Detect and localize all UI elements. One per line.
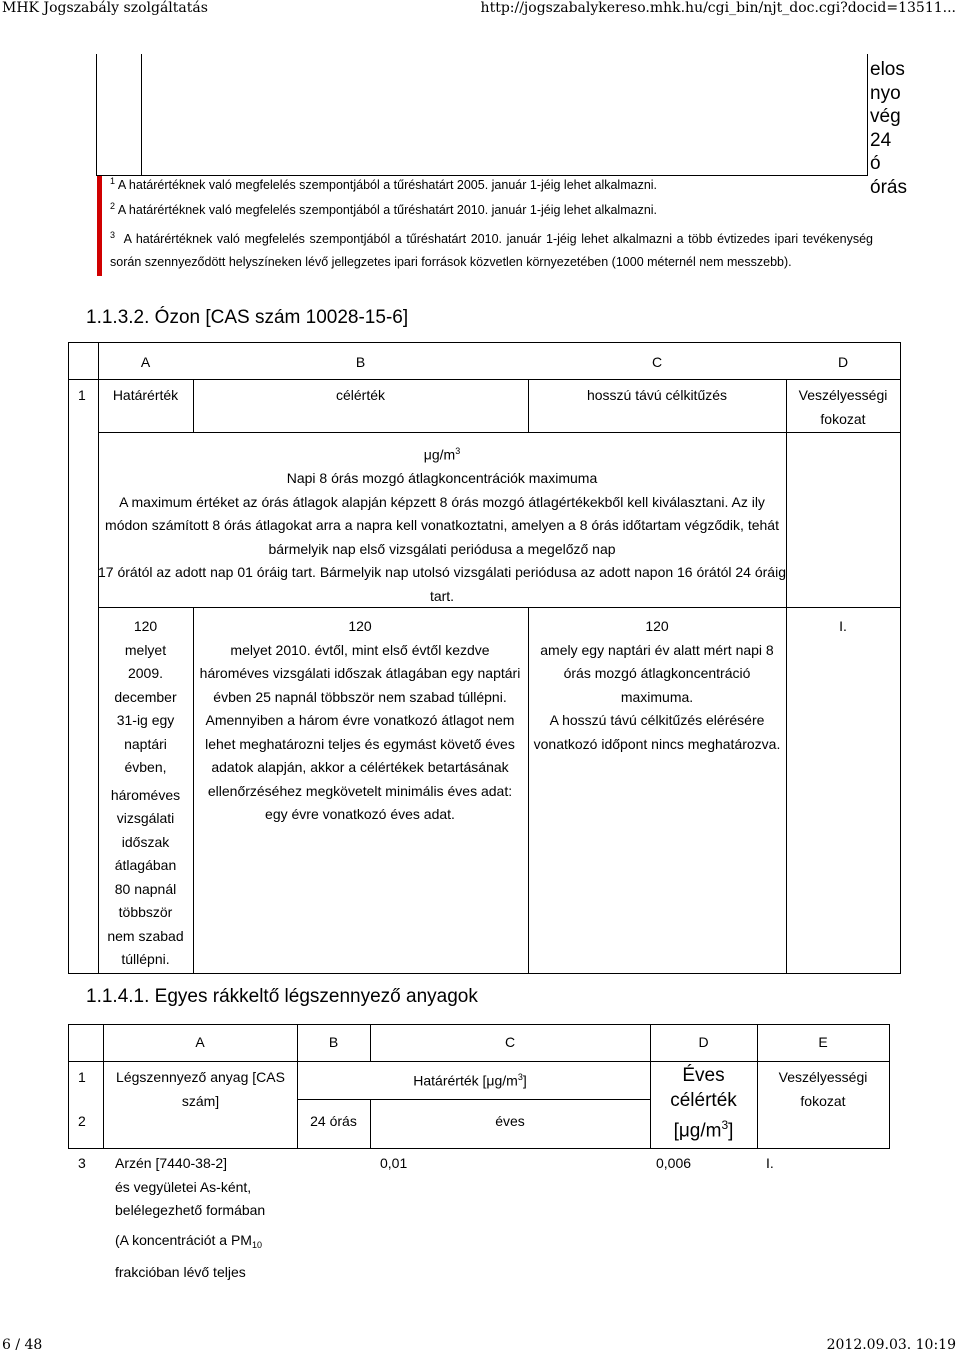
prev-table-border (96, 54, 97, 176)
col-a-label: A (140, 354, 151, 370)
header-hatarertek: Határérték (112, 387, 179, 403)
prev-table-clipped-cell: elos nyo vég 24 ó órás (870, 59, 907, 198)
header-hatarertek: Határérték $[\mu g/m^3]$ (413, 1072, 527, 1089)
row-number: 2 (78, 1113, 86, 1129)
col-d-label: D (698, 1034, 709, 1050)
section-heading-rakkelto: 1.1.4.1. Egyes rákkeltő légszennyező anyagok (86, 986, 478, 1007)
row-number: 3 (78, 1155, 86, 1171)
arzen-eves-value: 0,01 (380, 1155, 408, 1171)
row-number: 1 (78, 1069, 86, 1085)
ozon-b-cell: 120 melyet 2010. évtől, mint első évtől kezdve hároméves vizsgálati időszak átlagában egy naptári évben 25 napnál többször nem szabad túllépni. Amennyiben a három évre vonatkozó átlagot nem lehet meghatározni teljes és egymást követő éves adatok alapján, akkor a célértékek betartásának ellenőrzéséhez megkövetelt minimális éves adat: egy évre vonatkozó éves adat. (199, 618, 521, 822)
header-veszelyessegi: Veszélyességi fokozat (778, 1069, 868, 1109)
header-url[interactable]: http://jogszabalykereso.mhk.hu/cgi_bin/njt_doc.cgi?docid=13511... (480, 0, 956, 16)
ozon-c-cell: 120 amely egy naptári év alatt mért napi 8 órás mozgó átlagkoncentráció maximuma. A hosszú távú célkitűzés elérésére vonatkozó időpont nincs meghatározva. (533, 618, 781, 752)
prev-table-border (141, 54, 142, 176)
arzen-veszelyessegi-value: I. (766, 1155, 774, 1171)
section-heading-ozon: 1.1.3.2. Ózon [CAS szám 10028-15-6] (86, 307, 409, 328)
header-eves: éves (495, 1113, 525, 1129)
change-marker (97, 176, 102, 276)
arzen-celertek-value: 0,006 (656, 1155, 692, 1171)
col-d-label: D (837, 354, 849, 370)
page-number: 6 / 48 (2, 1337, 43, 1353)
header-celertek: célérték (335, 387, 386, 403)
col-b-label: B (355, 354, 366, 370)
header-hosszu-tavu: hosszú távú célkitűzés (586, 387, 728, 403)
row-number: 1 (78, 387, 86, 403)
prev-table-border (867, 54, 868, 176)
header-veszelyessegi: Veszélyességi fokozat (798, 387, 888, 427)
ozon-a-cell: 120 melyet 2009. december 31-ig egy naptári évben, hároméves vizsgálati időszak átlagában 80 napnál többször nem szabad túllépni. (107, 618, 184, 967)
arzen-cell: Arzén [7440-38-2] és vegyületei As-ként, belélegezhető formában (A koncentrációt a $PM_{10}$ frakcióban lévő teljes (115, 1155, 266, 1280)
ozon-d-cell: I. (839, 618, 847, 634)
footnote-2: $^2$ A határértéknek való megfelelés szempontjából a tűréshatárt 2010. január 1-jéig lehet alkalmazni. (110, 201, 658, 218)
footnote-1: $^1$ A határértéknek való megfelelés szempontjából a tűréshatárt 2005. január 1-jéig lehet alkalmazni. (110, 176, 658, 193)
header-eves-celertek: Éves célérték $[\mu g/m^3]$ (670, 1065, 737, 1142)
header-24-oras: 24 órás (310, 1113, 357, 1129)
ozon-description: $\mu g/m^3$ Napi 8 órás mozgó átlagkoncentrációk maximuma A maximum értéket az órás átlagok alapján képzett 8 órás mozgó átlagértékekből kell kiválasztani. Az ily módon számított 8 órás átlagokat arra a napra kell vonatkoztatni, amelyen a 8 órás időtartam végződik, tehát bármelyik nap első vizsgálati periódusa a megelőző nap 17 órától az adott nap 01 óráig tart. Bármelyik nap utolsó vizsgálati periódusa az adott napon 16 órától 24 óráig tart. (98, 446, 786, 604)
col-c-label: C (651, 354, 663, 370)
col-a-label: A (195, 1034, 205, 1050)
print-timestamp: 2012.09.03. 10:19 (826, 1337, 956, 1353)
col-b-label: B (328, 1034, 339, 1050)
footnote-3: $^3$ A határértéknek való megfelelés szempontjából a tűréshatárt 2010. január 1-jéig lehet alkalmazni a több évtizedes ipari tevékenység során szennyeződött helyszíneken lévő jellegzetes ipari források közvetlen környezetében (1000 méternél nem messzebb). (110, 230, 873, 270)
col-c-label: C (504, 1034, 516, 1050)
header-legszennyezo: Légszennyező anyag [CAS szám] (116, 1069, 285, 1109)
col-e-label: E (818, 1034, 828, 1050)
header-site-name: MHK Jogszabály szolgáltatás (2, 0, 208, 16)
